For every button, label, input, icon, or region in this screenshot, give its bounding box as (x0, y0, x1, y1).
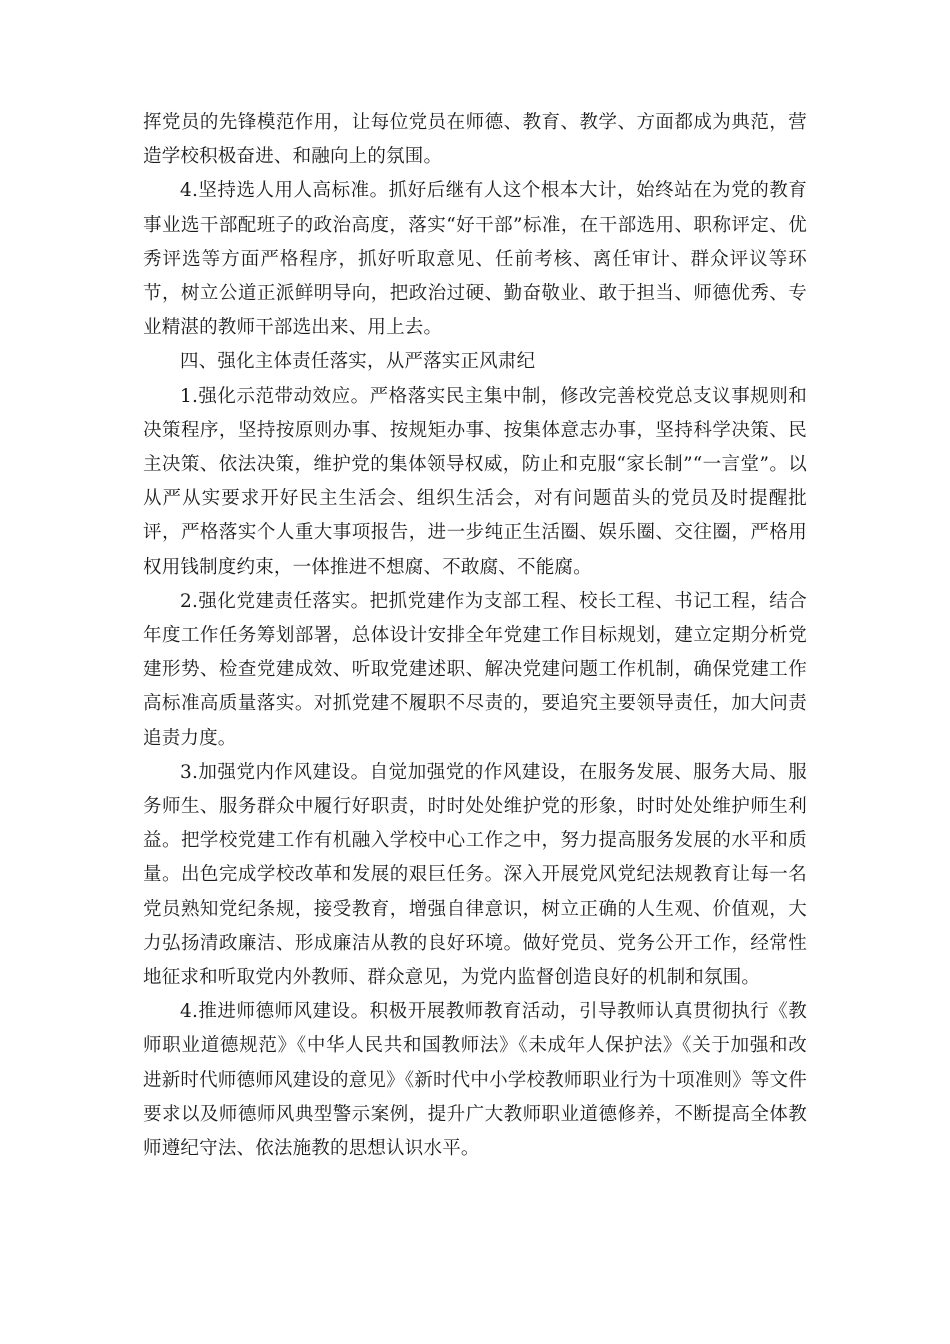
section-heading-four: 四、强化主体责任落实，从严落实正风肃纪 (180, 351, 536, 373)
paragraph-select-personnel: 4.坚持选人用人高标准。抓好后继有人这个根本大计，始终站在为党的教育事业选干部配班子的政治高度，落实“好干部”标准，在干部选用、职称评定、优秀评选等方面严格程序，抓好听取意见、任前考核、离任审计、群众评议等环节，树立公道正派鲜明导向，把政治过硬、勤奋敬业、敢于担当、师德优秀、专业精湛的教师干部选出来、用上去。 (143, 180, 807, 339)
paragraph-teacher-ethics: 4.推进师德师风建设。积极开展教师教育活动，引导教师认真贯彻执行《教师职业道德规范》《中华人民共和国教师法》《未成年人保护法》《关于加强和改进新时代师德师风建设的意见》《新时代中小学校教师职业行为十项准则》等文件要求以及师德师风典型警示案例，提升广大教师职业道德修养，不断提高全体教师遵纪守法、依法施教的思想认识水平。 (143, 1001, 807, 1160)
document-page (143, 106, 807, 1166)
paragraph-demonstration-effect: 1.强化示范带动效应。严格落实民主集中制，修改完善校党总支议事规则和决策程序，坚持按原则办事、按规矩办事、按集体意志办事，坚持科学决策、民主决策、依法决策，维护党的集体领导权威，防止和克服“家长制”“一言堂”。以从严从实要求开好民主生活会、组织生活会，对有问题苗头的党员及时提醒批评，严格落实个人重大事项报告，进一步纯正生活圈、娱乐圈、交往圈，严格用权用钱制度约束，一体推进不想腐、不敢腐、不能腐。 (143, 385, 807, 578)
paragraph-party-style: 3.加强党内作风建设。自觉加强党的作风建设，在服务发展、服务大局、服务师生、服务群众中履行好职责，时时处处维护党的形象，时时处处维护师生利益。把学校党建工作有机融入学校中心工作之中，努力提高服务发展的水平和质量。出色完成学校改革和发展的艰巨任务。深入开展党风党纪法规教育让每一名党员熟知党纪条规，接受教育，增强自律意识，树立正确的人生观、价值观，大力弘扬清政廉洁、形成廉洁从教的良好环境。做好党员、党务公开工作，经常性地征求和听取党内外教师、群众意见，为党内监督创造良好的机制和氛围。 (143, 761, 807, 989)
paragraph-party-building-responsibility: 2.强化党建责任落实。把抓党建作为支部工程、校长工程、书记工程，结合年度工作任务筹划部署，总体设计安排全年党建工作目标规划，建立定期分析党建形势、检查党建成效、听取党建述职、解决党建问题工作机制，确保党建工作高标准高质量落实。对抓党建不履职不尽责的，要追究主要领导责任，加大问责追责力度。 (143, 590, 807, 749)
paragraph-continued: 挥党员的先锋模范作用，让每位党员在师德、教育、教学、方面都成为典范，营造学校积极奋进、和融向上的氛围。 (143, 112, 807, 168)
